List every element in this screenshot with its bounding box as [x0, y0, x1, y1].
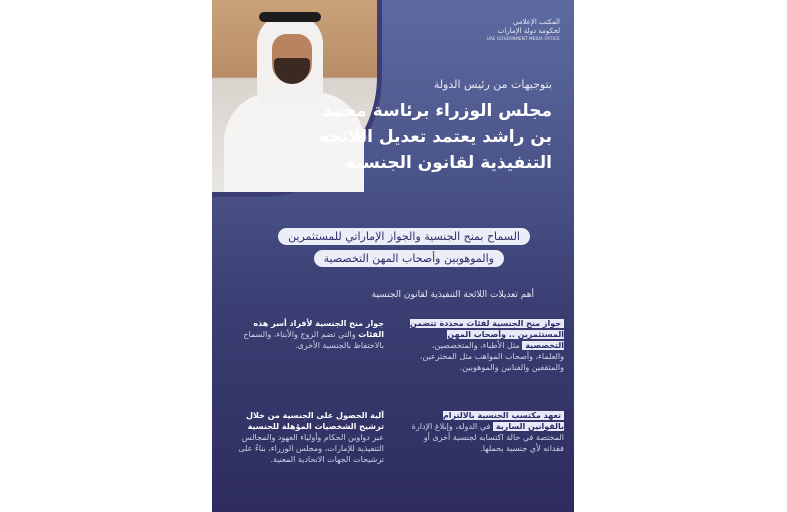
highlight-pill-1: السماح بمنح الجنسية والجواز الإماراتي للمستثمرين: [278, 228, 530, 245]
block-1-body: مثل الأطباء، والمتخصصين، والعلماء، وأصحاب المواهب مثل المخترعين، والمثقفين والفنانين والموهوبين.: [419, 341, 564, 372]
block-1-heading: جواز منح الجنسية لفئات محددة تتضمن المستثمرين .. وأصحاب المهن التخصصية: [409, 319, 564, 350]
block-2-heading: جواز منح الجنسية لأفراد أسر هذه الفئات: [253, 319, 384, 339]
logo-line-2: لحكومة دولة الإمارات: [497, 27, 560, 35]
amendment-block-4: [234, 410, 384, 465]
logo-line-3: UAE GOVERNMENT MEDIA OFFICE: [486, 36, 560, 41]
block-4-body: عبر دواوين الحكام وأولياء العهود والمجالس التنفيذية للإمارات، ومجلس الوزراء، بناءً على ترشيحات الجهات الاتحادية المعنية.: [238, 433, 384, 464]
header-subtitle: بتوجيهات من رئيس الدولة: [433, 78, 552, 91]
headline: مجلس الوزراء برئاسة محمد بن راشد يعتمد تعديل اللائحة التنفيذية لقانون الجنسية: [318, 101, 552, 173]
section-title: أهم تعديلات اللائحة التنفيذية لقانون الجنسية: [371, 290, 534, 300]
block-4-heading: آلية الحصول على الجنسية من خلال ترشيح الشخصيات المؤهلة للجنسية: [246, 411, 384, 431]
block-3-body: في الدولة، وإبلاغ الإدارة المختصة في حالة اكتسابه لجنسية أخرى أو فقدانه لأي جنسية يحملها.: [411, 422, 564, 453]
news-poster: [212, 0, 574, 512]
block-2-body: والتي تضم الزوج والأبناء، والسماح بالاحتفاظ بالجنسية الأخرى.: [243, 330, 384, 350]
amendment-block-1: [409, 318, 564, 373]
highlight-pill-2: والموهوبين وأصحاب المهن التخصصية: [314, 250, 504, 267]
logo-line-1: المكتب الإعلامي: [512, 18, 560, 26]
amendment-block-3: [409, 410, 564, 454]
media-office-logo: [487, 18, 560, 42]
amendment-block-2: [234, 318, 384, 351]
block-3-heading: تعهد مكتسب الجنسية بالالتزام بالقوانين السارية: [442, 411, 564, 431]
agal-shape: [259, 12, 321, 22]
